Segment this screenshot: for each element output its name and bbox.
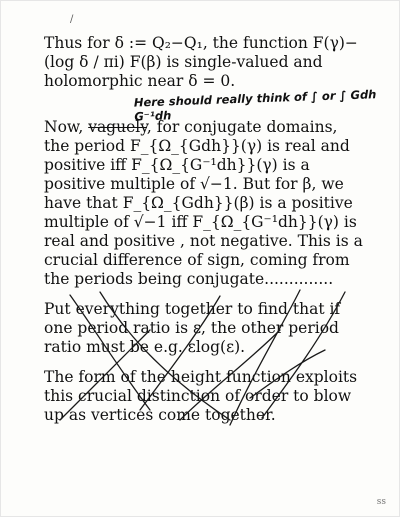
handwritten-note: Here should really think of ∫ or ∫ Gdh G⁻¹dh (133, 87, 377, 124)
corner-mark: ss (376, 497, 386, 507)
struck-word: vaguely (88, 118, 147, 136)
paragraph-2: Now, vaguely, for conjugate domains, the period F_{Ω_{Gdh}}(γ) is real and positive iff F_{Ω_{G⁻¹dh}}(γ) is a positive multiple of √−1. But for β, we have that F_{Ω_{Gdh}}(β) is a positive multiple of √−1 iff F_{Ω_{G⁻¹dh}}(γ) is real and positive , not negative. This is a crucial difference of sign, coming from the periods being conjugate.............. (44, 118, 363, 288)
paragraph-1: Thus for δ := Q₂−Q₁, the function F(γ)− (log δ / πi) F(β) is single-valued and holomorphic near δ = 0. (44, 34, 358, 90)
paragraph-4: The form of the height function exploits this crucial distinction of order to blow up as vertices come together. (44, 368, 358, 424)
top-tick-mark: / (70, 14, 74, 25)
paragraph-3: Put everything together to find that if one period ratio is ε, the other period ratio must be e.g. εlog(ε). (44, 300, 341, 356)
